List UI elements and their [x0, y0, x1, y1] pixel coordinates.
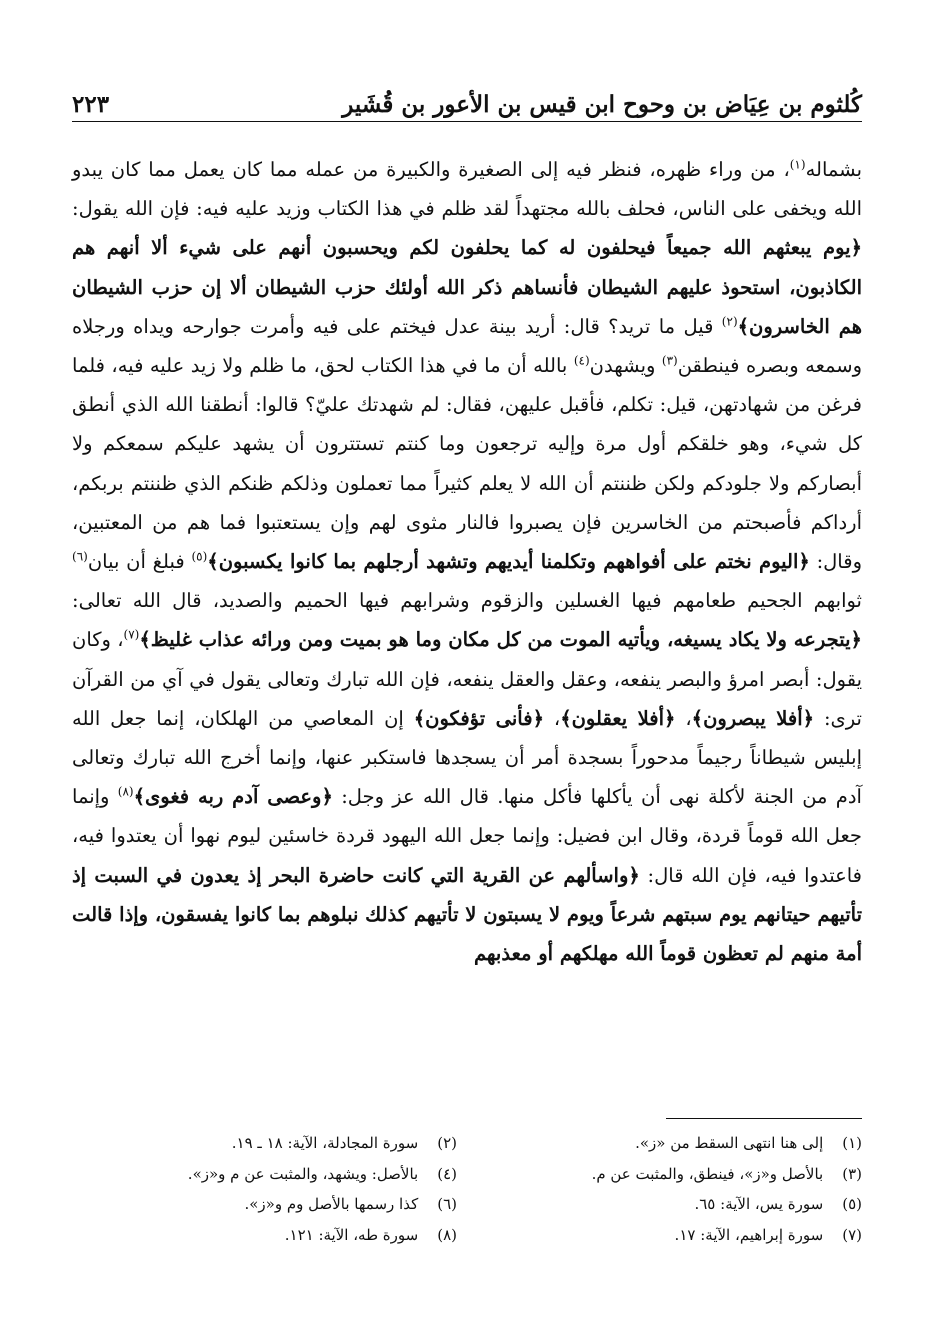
footnote-text: سورة طه، الآية: ١٢١. [284, 1225, 423, 1244]
footnote-text: كذا رسمها بالأصل وم و«ز». [244, 1195, 423, 1213]
text-segment: فبلغ أن بيان [87, 550, 192, 574]
footnote-ref: (٦) [72, 549, 88, 564]
footnote-number: (٤) [437, 1164, 457, 1183]
quran-quote: ﴿فأنى تؤفكون﴾ [413, 706, 544, 730]
text-segment: ، من وراء ظهره، فنظر فيه إلى الصغيرة والكبيرة من عمله مما كان يعمل مما كان يبدو الله ويخفى على الناس، فحلف بالله مجتهداً لقد ظلم في هذا الكتاب وزيد عليه فيه: فإن الله يقول: [72, 158, 862, 221]
quran-quote: ﴿أفلا يبصرون﴾ [691, 706, 815, 730]
footnote [72, 1128, 457, 1159]
footnote-number: (٨) [437, 1225, 457, 1244]
footnote-ref: (٥) [191, 549, 208, 564]
text-segment: بالله أن ما في هذا الكتاب لحق، ما ظلم ولا زيد عليه فيه، فلما فرغن من شهادتهن، قيل: تكلم، فأقبل عليهن، فقال: لم شهدتك عليّ؟ قالوا: أنطقنا الله الذي أنطق كل شيء، وهو خلقكم أول مرة وإليه ترجعون وما كنتم تستترون أن يشهد عليكم سمعكم ولا أبصاركم ولا جلودكم ولكن ظننتم أن الله لا يعلم كثيراً مما تعملون وذلكم ظنكم الذي ظننتم بربكم، أرداكم فأصبحتم من الخاسرين فإن يصبروا فالنار مثوى لهم وإن يستعتبوا فما هم من المعتبين، وقال: [72, 354, 862, 574]
footnote [477, 1128, 862, 1159]
footnotes [72, 1128, 862, 1250]
footnote [72, 1220, 457, 1251]
footnote-number: (١) [842, 1134, 862, 1152]
text-segment: وإنما جعل الله قوماً قردة، وقال ابن فضيل: وإنما جعل الله اليهود قردة خاسئين ليوم نهوا أن يعتدوا فيه، فاعتدوا فيه، فإن الله قال: [72, 785, 862, 887]
footnote-number: (٧) [842, 1225, 862, 1244]
footnote-ref: (٣) [661, 353, 678, 368]
text-segment: إن المعاصي من الهلكان، إنما جعل الله إبليس شيطاناً رجيماً مدحوراً بسجدة أمر أن يسجدها فاستكبر عنها، وإنما أخرج الله تبارك وتعالى آدم من الجنة لأكلة نهى أن يأكلها فأكل منها. قال الله عز وجل: [72, 706, 862, 809]
text-segment: ، [544, 706, 561, 730]
footnote-text: سورة إبراهيم، الآية: ١٧. [674, 1225, 828, 1244]
text-segment: ، [675, 706, 692, 730]
header-rule [72, 121, 862, 122]
footnote-ref: (٧) [123, 627, 140, 642]
footnote-number: (٦) [437, 1195, 457, 1213]
page-header [72, 78, 862, 118]
text-segment: بشماله [805, 158, 862, 181]
quran-quote: ﴿يتجرعه ولا يكاد يسيغه، ويأتيه الموت من كل مكان وما هو بميت ومن ورائه عذاب غليظ﴾ [139, 628, 862, 652]
running-title: كُلثوم بن عِيَاض بن وحوح ابن قيس بن الأعور بن قُشَير [342, 91, 862, 118]
footnote-text: إلى هنا انتهى السقط من «ز». [635, 1134, 828, 1152]
quran-quote: ﴿اليوم نختم على أفواههم وتكلمنا أيديهم وتشهد أرجلهم بما كانوا يكسبون﴾ [207, 550, 810, 574]
footnote-text: بالأصل و«ز»، فينطق، والمثبت عن م. [591, 1164, 828, 1183]
footnote-text: سورة يس، الآية: ٦٥. [694, 1195, 828, 1213]
footnote-text: سورة المجادلة، الآية: ١٨ ـ ١٩. [231, 1134, 423, 1152]
footnote-ref: (٢) [721, 314, 738, 329]
main-text [72, 150, 862, 973]
text-segment: ثوابهم الجحيم طعامهم فيها الغسلين والزقوم وشرابهم فيها الحميم والصديد، قال الله تعالى: [72, 589, 862, 613]
quran-quote: ﴿يوم يبعثهم الله جميعاً فيحلفون له كما يحلفون لكم ويحسبون أنهم على شيء ألا أنهم هم الكاذبون، استحوذ عليهم الشيطان فأنساهم ذكر الله أولئك حزب الشيطان ألا إن حزب الشيطان هم الخاسرون﴾ [72, 236, 862, 338]
page-number: ٢٢٣ [72, 91, 110, 118]
footnote-ref: (١) [789, 157, 806, 172]
footnote [477, 1159, 862, 1190]
quran-quote: ﴿أفلا يعقلون﴾ [560, 706, 676, 730]
quran-quote: ﴿وعصى آدم ربه فغوى﴾ [133, 785, 333, 809]
footnote-text: بالأصل: ويشهد، والمثبت عن م و«ز». [187, 1164, 423, 1183]
text-segment: قيل ما تريد؟ قال: أريد بينة عدل فيختم على فيه وأمرت جوارحه ويداه ورجلاه وسمعه وبصره فينطقن [72, 314, 863, 378]
footnote [72, 1159, 457, 1190]
footnote-separator [666, 1118, 862, 1119]
footnote [477, 1189, 862, 1220]
footnote-ref: (٤) [573, 353, 590, 368]
footnote-number: (٣) [842, 1164, 862, 1183]
footnote-number: (٥) [842, 1195, 862, 1213]
footnote [72, 1189, 457, 1220]
text-segment: ، وكان يقول: أبصر امرؤ والبصر ينفعه، وعقل والعقل ينفعه، فإن الله تبارك وتعالى يقول في آي من القرآن ترى: [72, 628, 862, 730]
footnote-ref: (٨) [117, 784, 134, 799]
quran-quote: ﴿واسألهم عن القرية التي كانت حاضرة البحر إذ يعدون في السبت إذ تأتيهم حيتانهم يوم سبتهم شرعاً ويوم لا يسبتون لا تأتيهم كذلك نبلوهم بما كانوا يفسقون، وإذا قالت أمة منهم لم تعظون قوماً الله مهلكهم أو معذبهم [72, 863, 862, 966]
footnote [477, 1220, 862, 1251]
text-segment: ويشهدن [589, 354, 662, 378]
footnote-number: (٢) [437, 1134, 457, 1152]
